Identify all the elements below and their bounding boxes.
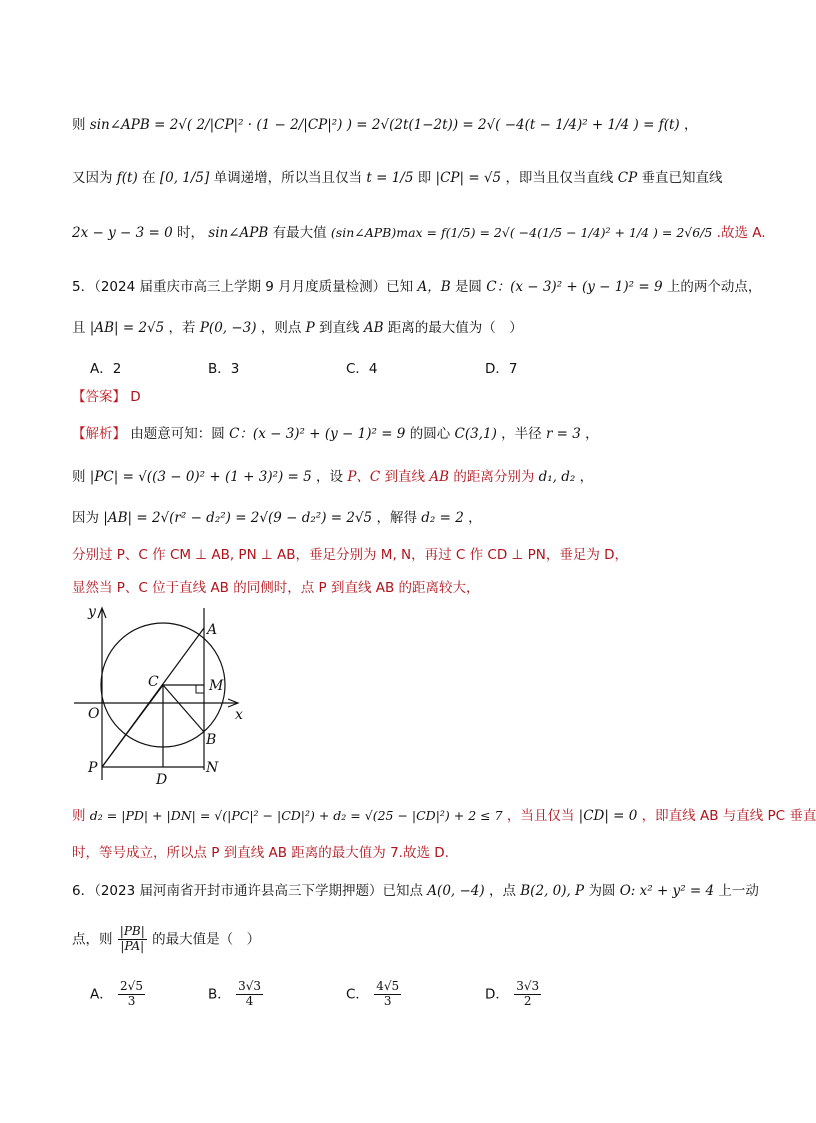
answer-value: D xyxy=(130,389,141,405)
text: 上的两个动点， xyxy=(666,279,762,295)
formula: P、C xyxy=(347,469,381,485)
formula: f(t) xyxy=(116,170,138,186)
formula: sin∠APB xyxy=(208,225,269,241)
segment-pc xyxy=(102,685,163,767)
q5-option-a: A．2 xyxy=(90,361,122,377)
fraction-denominator: 2 xyxy=(523,993,532,1008)
formula: P(0, −3) xyxy=(199,320,257,336)
formula: AB xyxy=(363,320,384,336)
text: 在 xyxy=(142,170,156,186)
text: 到直线 xyxy=(319,320,360,336)
text: 由题意可知：圆 xyxy=(130,426,225,442)
text: 为圆 xyxy=(588,883,616,899)
text: ，当且仅当 xyxy=(506,808,575,824)
fraction-denominator: |PA| xyxy=(120,938,145,953)
label-o: O xyxy=(88,706,100,722)
option-letter: B． xyxy=(208,986,231,1003)
option-letter: D． xyxy=(485,986,509,1003)
formula: CP xyxy=(617,170,638,186)
text: 到直线 xyxy=(384,469,426,485)
fraction-numerator: 3√3 xyxy=(238,979,261,993)
q6-option-b xyxy=(208,980,264,1009)
derivation-line-2 xyxy=(72,170,722,186)
formula: |PC| = √((3 − 0)² + (1 + 3)²) = 5 xyxy=(89,469,312,485)
question-5-line-2 xyxy=(72,320,523,336)
formula: P xyxy=(305,320,315,336)
text: ， xyxy=(683,117,698,133)
option-fraction xyxy=(118,980,145,1009)
formula: |AB| = 2√(r² − d₂²) = 2√(9 − d₂²) = 2√5 xyxy=(103,510,373,526)
text: 的距离分别为 xyxy=(453,469,535,485)
option-fraction xyxy=(236,980,263,1009)
analysis-tag: 【解析】 xyxy=(72,426,126,442)
q6-option-d xyxy=(485,980,542,1009)
option-letter: A． xyxy=(90,986,113,1003)
formula: t = 1/5 xyxy=(366,170,414,186)
label-p: P xyxy=(88,760,98,776)
fraction-numerator: 4√5 xyxy=(376,979,400,993)
formula-circle: C：(x − 3)² + (y − 1)² = 9 xyxy=(486,279,663,295)
formula: |CP| = √5 xyxy=(435,170,502,186)
question-6-line-2 xyxy=(72,925,260,954)
formula: |CD| = 0 xyxy=(578,808,638,824)
label-y: y xyxy=(88,604,96,620)
formula: d₂ = |PD| + |DN| = √(|PC|² − |CD|²) + d₂ = √(25 − |CD|²) + 2 ≤ 7 xyxy=(89,808,503,823)
fraction-numerator: 3√3 xyxy=(516,979,540,993)
segment-cb xyxy=(163,685,204,732)
label-a: A xyxy=(207,622,218,638)
fraction-denominator: 3 xyxy=(127,993,136,1008)
fraction-pb-pa xyxy=(118,925,147,954)
label-b: B xyxy=(206,732,217,748)
formula: |AB| = 2√5 xyxy=(89,320,165,336)
q6-option-c xyxy=(346,980,402,1009)
text: 则 xyxy=(72,808,86,824)
text: 距离的最大值为（ ） xyxy=(387,320,523,336)
analysis-line-6 xyxy=(72,808,816,824)
label-n: N xyxy=(206,760,219,776)
text: 有最大值 xyxy=(272,225,327,241)
text: ， xyxy=(468,510,482,526)
formula-max-value: (sin∠APB)max = f(1/5) = 2√( −4(1/5 − 1/4)² + 1/4 ) = 2√6/5 xyxy=(330,225,713,240)
fraction-numerator: 2√5 xyxy=(120,979,143,993)
text: ，半径 xyxy=(501,426,542,442)
option-letter: C． xyxy=(346,986,369,1003)
analysis-line-5: 显然当 P、C 位于直线 AB 的同侧时，点 P 到直线 AB 的距离较大， xyxy=(72,580,480,596)
q5-option-c: C．4 xyxy=(346,361,378,377)
analysis-line-3 xyxy=(72,510,482,526)
text: ，即当且仅当直线 xyxy=(505,170,614,186)
derivation-line-1 xyxy=(72,117,697,133)
derivation-line-3 xyxy=(72,225,766,241)
right-angle-m xyxy=(196,685,204,693)
formula-sin-apb: sin∠APB = 2√( 2/|CP|² · (1 − 2/|CP|²) ) = 2√(2t(1−2t)) = 2√( −4(t − 1/4)² + 1/4 ) = f(t) xyxy=(89,117,680,133)
text: ， xyxy=(585,426,599,442)
fraction-numerator: |PB| xyxy=(119,924,145,938)
text: 因为 xyxy=(72,510,99,526)
formula: C(3,1) xyxy=(454,426,497,442)
formula: d₂ = 2 xyxy=(421,510,464,526)
analysis-line-2 xyxy=(72,469,593,485)
question-5-head: 5．（2024 届重庆市高三上学期 9 月月度质量检测）已知 xyxy=(72,279,414,295)
label-m: M xyxy=(209,678,224,694)
text: ，则点 xyxy=(260,320,302,336)
formula: B(2, 0), P xyxy=(520,883,585,899)
option-fraction xyxy=(374,980,401,1009)
answer-tag: 【答案】 xyxy=(72,389,126,405)
geometry-figure xyxy=(72,600,262,790)
text: ，即直线 AB 与直线 PC 垂直 xyxy=(641,808,816,824)
text: 则 xyxy=(72,117,86,133)
text: 即 xyxy=(417,170,432,186)
text: 且 xyxy=(72,320,86,336)
text: 点，则 xyxy=(72,931,113,948)
formula: A，B xyxy=(417,279,451,295)
label-x: x xyxy=(235,707,243,723)
text: ，点 xyxy=(488,883,516,899)
formula: [0, 1/5] xyxy=(159,170,210,186)
analysis-line-7: 时，等号成立，所以点 P 到直线 AB 距离的最大值为 7.故选 D. xyxy=(72,845,449,861)
text: 时， xyxy=(177,225,204,241)
text: 是圆 xyxy=(454,279,482,295)
question-5-line-1 xyxy=(72,279,761,295)
analysis-line-1 xyxy=(72,426,599,442)
text: 的圆心 xyxy=(409,426,451,442)
option-fraction xyxy=(514,980,541,1009)
text: 垂直已知直线 xyxy=(641,170,723,186)
text: 单调递增，所以当且仅当 xyxy=(213,170,363,186)
analysis-line-4: 分别过 P、C 作 CM ⊥ AB, PN ⊥ AB，垂足分别为 M, N，再过 C 作 CD ⊥ PN，垂足为 D， xyxy=(72,547,629,563)
formula: d₁, d₂ xyxy=(538,469,576,485)
answer-line xyxy=(72,389,141,405)
label-d: D xyxy=(156,772,168,788)
text: ，解得 xyxy=(376,510,417,526)
text: ， xyxy=(579,469,594,485)
text: 又因为 xyxy=(72,170,113,186)
formula: r = 3 xyxy=(545,426,581,442)
text: 的最大值是（ ） xyxy=(152,931,261,948)
label-c: C xyxy=(148,674,159,690)
formula: C：(x − 3)² + (y − 1)² = 9 xyxy=(229,426,406,442)
text: 则 xyxy=(72,469,86,485)
q5-option-b: B．3 xyxy=(208,361,240,377)
text: ，若 xyxy=(168,320,196,336)
fraction-denominator: 4 xyxy=(245,993,254,1008)
text: .故选 A. xyxy=(716,225,766,241)
text: 上一动 xyxy=(718,883,759,899)
formula: A(0, −4) xyxy=(427,883,485,899)
formula: AB xyxy=(429,469,450,485)
question-6-line-1 xyxy=(72,883,759,899)
question-6-head: 6．（2023 届河南省开封市通许县高三下学期押题）已知点 xyxy=(72,883,423,899)
text: ，设 xyxy=(316,469,344,485)
fraction-denominator: 3 xyxy=(383,993,392,1008)
q5-option-d: D．7 xyxy=(485,361,518,377)
q6-option-a xyxy=(90,980,146,1009)
formula: 2x − y − 3 = 0 xyxy=(72,225,173,241)
formula: O: x² + y² = 4 xyxy=(619,883,715,899)
